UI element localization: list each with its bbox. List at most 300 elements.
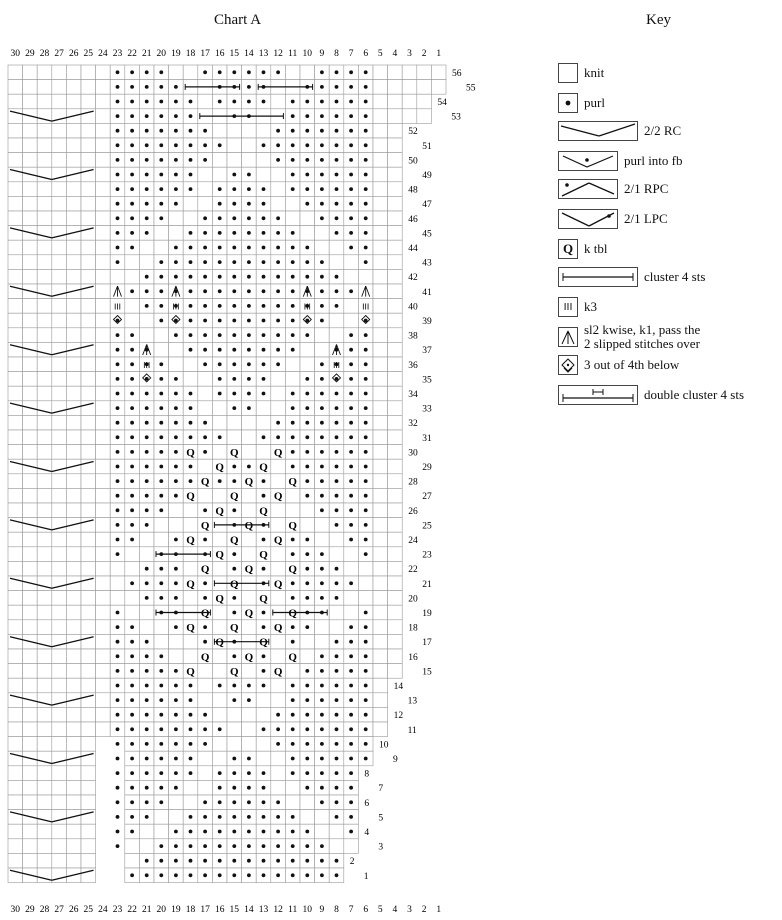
row-number: 10 bbox=[379, 740, 389, 751]
purl-mark bbox=[291, 304, 295, 308]
purl-mark bbox=[335, 421, 339, 425]
chart-cell bbox=[198, 401, 213, 416]
purl-mark bbox=[232, 333, 236, 337]
chart-cell bbox=[373, 123, 388, 138]
purl-mark bbox=[159, 771, 163, 775]
chart-cell bbox=[388, 634, 403, 649]
chart-cell bbox=[388, 313, 403, 328]
chart-cell bbox=[81, 386, 96, 401]
chart-cell bbox=[96, 138, 111, 153]
chart-cell bbox=[81, 430, 96, 445]
purl-mark bbox=[349, 508, 353, 512]
row-number: 29 bbox=[422, 463, 432, 473]
chart-cell bbox=[8, 313, 23, 328]
purl-mark bbox=[218, 216, 222, 220]
purl-mark bbox=[218, 859, 222, 863]
purl-mark bbox=[305, 158, 309, 162]
purl-mark bbox=[203, 275, 207, 279]
chart-cell bbox=[373, 138, 388, 153]
purl-mark bbox=[218, 231, 222, 235]
purl-mark bbox=[116, 246, 120, 250]
purl-mark bbox=[276, 70, 280, 74]
purl-mark bbox=[276, 143, 280, 147]
purl-mark bbox=[335, 465, 339, 469]
chart-cell bbox=[388, 372, 403, 387]
purl-mark bbox=[262, 786, 266, 790]
purl-mark bbox=[232, 100, 236, 104]
chart-title: Chart A bbox=[214, 12, 262, 28]
purl-mark bbox=[364, 348, 368, 352]
chart-cell bbox=[373, 211, 388, 226]
purl-mark bbox=[145, 465, 149, 469]
purl-mark bbox=[145, 406, 149, 410]
chart-cell bbox=[154, 518, 169, 533]
chart-cell bbox=[37, 664, 52, 679]
chart-cell bbox=[212, 561, 227, 576]
chart-cell bbox=[23, 839, 38, 854]
purl-mark bbox=[232, 771, 236, 775]
chart-cell bbox=[23, 372, 38, 387]
purl-mark bbox=[159, 873, 163, 877]
purl-mark bbox=[159, 143, 163, 147]
purl-mark bbox=[189, 304, 193, 308]
purl-mark bbox=[364, 377, 368, 381]
chart-cell bbox=[198, 693, 213, 708]
chart-cell bbox=[212, 123, 227, 138]
purl-mark bbox=[335, 596, 339, 600]
column-number-top: 1 bbox=[436, 49, 442, 59]
column-number-top: 25 bbox=[83, 49, 94, 59]
purl-mark bbox=[262, 143, 266, 147]
purl-mark bbox=[159, 713, 163, 717]
chart-cell bbox=[388, 415, 403, 430]
row-number: 28 bbox=[408, 477, 418, 488]
chart-cell bbox=[242, 591, 257, 606]
purl-mark bbox=[247, 70, 251, 74]
chart-cell bbox=[388, 459, 403, 474]
purl-mark bbox=[291, 596, 295, 600]
purl-mark bbox=[364, 552, 368, 556]
chart-cell bbox=[37, 240, 52, 255]
row-number: 8 bbox=[364, 769, 370, 780]
purl-mark bbox=[262, 362, 266, 366]
purl-mark bbox=[189, 406, 193, 410]
purl-mark bbox=[218, 187, 222, 191]
chart-cell bbox=[300, 342, 315, 357]
purl-mark bbox=[291, 333, 295, 337]
chart-cell bbox=[52, 357, 67, 372]
k-tbl-mark: Q bbox=[244, 519, 254, 532]
chart-cell bbox=[388, 328, 403, 343]
purl-mark bbox=[364, 392, 368, 396]
row-number: 50 bbox=[408, 156, 418, 167]
purl-mark bbox=[174, 844, 178, 848]
purl-mark bbox=[335, 187, 339, 191]
purl-mark bbox=[116, 377, 120, 381]
purl-mark bbox=[116, 479, 120, 483]
purl-mark bbox=[116, 70, 120, 74]
purl-mark bbox=[276, 742, 280, 746]
chart-cell bbox=[388, 664, 403, 679]
k-tbl-mark: Q bbox=[273, 578, 283, 591]
purl-mark bbox=[364, 698, 368, 702]
purl-mark bbox=[291, 231, 295, 235]
chart-cell bbox=[212, 649, 227, 664]
chart-cell bbox=[81, 605, 96, 620]
purl-mark bbox=[189, 859, 193, 863]
purl-mark bbox=[189, 684, 193, 688]
chart-cell bbox=[125, 547, 140, 562]
purl-mark bbox=[364, 70, 368, 74]
chart-cell bbox=[315, 620, 330, 635]
purl-mark bbox=[218, 684, 222, 688]
chart-cell bbox=[37, 430, 52, 445]
purl-mark bbox=[335, 216, 339, 220]
chart-cell bbox=[198, 94, 213, 109]
purl-mark bbox=[130, 143, 134, 147]
purl-mark bbox=[203, 70, 207, 74]
purl-mark bbox=[276, 873, 280, 877]
purl-mark bbox=[305, 100, 309, 104]
purl-mark bbox=[159, 508, 163, 512]
chart-cell bbox=[198, 751, 213, 766]
purl-mark bbox=[262, 319, 266, 323]
purl-mark bbox=[174, 85, 178, 89]
chart-cell bbox=[125, 255, 140, 270]
purl-mark bbox=[174, 494, 178, 498]
chart-cell bbox=[81, 269, 96, 284]
purl-mark bbox=[276, 727, 280, 731]
chart-cell bbox=[373, 94, 388, 109]
chart-cell bbox=[52, 445, 67, 460]
purl-mark bbox=[291, 465, 295, 469]
purl-mark bbox=[145, 523, 149, 527]
purl-mark bbox=[174, 377, 178, 381]
chart-cell bbox=[344, 313, 359, 328]
purl-mark bbox=[305, 742, 309, 746]
k-tbl-mark: Q bbox=[186, 665, 195, 678]
chart-cell bbox=[37, 561, 52, 576]
row-number: 13 bbox=[407, 696, 418, 707]
purl-mark bbox=[247, 844, 251, 848]
chart-cell bbox=[8, 94, 23, 109]
purl-mark bbox=[247, 319, 251, 323]
row-number: 42 bbox=[408, 273, 418, 284]
chart-cell bbox=[8, 196, 23, 211]
chart-cell bbox=[52, 430, 67, 445]
k-tbl-mark: Q bbox=[244, 476, 254, 489]
chart-cell bbox=[37, 707, 52, 722]
purl-mark bbox=[305, 435, 309, 439]
chart-cell bbox=[300, 357, 315, 372]
purl-mark bbox=[203, 844, 207, 848]
purl-mark bbox=[291, 859, 295, 863]
purl-mark bbox=[291, 684, 295, 688]
k-tbl-mark: Q bbox=[288, 476, 297, 489]
purl-mark bbox=[145, 757, 149, 761]
cluster-icon bbox=[558, 267, 638, 287]
purl-mark bbox=[189, 143, 193, 147]
chart-cell bbox=[23, 94, 38, 109]
chart-cell bbox=[8, 138, 23, 153]
purl-mark bbox=[116, 684, 120, 688]
chart-cell bbox=[139, 547, 154, 562]
chart-cell bbox=[125, 591, 140, 606]
chart-cell bbox=[373, 503, 388, 518]
purl-mark bbox=[130, 684, 134, 688]
purl-mark bbox=[174, 158, 178, 162]
k-tbl-mark: Q bbox=[259, 592, 268, 605]
purl-mark bbox=[189, 713, 193, 717]
chart-cell bbox=[388, 357, 403, 372]
purl-mark bbox=[364, 450, 368, 454]
chart-cell bbox=[66, 766, 81, 781]
row-number: 44 bbox=[408, 244, 418, 254]
purl-mark bbox=[130, 173, 134, 177]
purl-mark bbox=[203, 830, 207, 834]
purl-mark bbox=[305, 202, 309, 206]
key-item-sl2 bbox=[558, 322, 700, 352]
chart-cell bbox=[8, 269, 23, 284]
chart-cell bbox=[388, 182, 403, 197]
chart-cell bbox=[96, 634, 111, 649]
purl-mark bbox=[276, 859, 280, 863]
purl-mark bbox=[203, 873, 207, 877]
chart-cell bbox=[52, 664, 67, 679]
chart-cell bbox=[300, 211, 315, 226]
chart-cell bbox=[242, 664, 257, 679]
chart-cell bbox=[37, 532, 52, 547]
purl-mark bbox=[145, 450, 149, 454]
purl-mark bbox=[189, 114, 193, 118]
purl-mark bbox=[116, 465, 120, 469]
purl-mark bbox=[335, 669, 339, 673]
chart-cell bbox=[198, 488, 213, 503]
chart-cell bbox=[37, 780, 52, 795]
purl-mark bbox=[291, 187, 295, 191]
purl-mark bbox=[145, 654, 149, 658]
k-tbl-mark: Q bbox=[273, 490, 283, 503]
chart-cell bbox=[81, 123, 96, 138]
chart-cell bbox=[52, 532, 67, 547]
chart-cell bbox=[256, 401, 271, 416]
purl-mark bbox=[247, 304, 251, 308]
purl-mark bbox=[247, 246, 251, 250]
chart-cell bbox=[52, 737, 67, 752]
chart-cell bbox=[8, 532, 23, 547]
k-tbl-mark: Q bbox=[186, 622, 195, 635]
purl-mark bbox=[189, 727, 193, 731]
column-number-bottom: 17 bbox=[200, 905, 210, 915]
row-number: 21 bbox=[422, 579, 432, 590]
purl-mark bbox=[247, 406, 251, 410]
purl-mark bbox=[218, 392, 222, 396]
chart-cell bbox=[52, 707, 67, 722]
purl-mark bbox=[335, 742, 339, 746]
row-number: 15 bbox=[422, 667, 432, 678]
chart-cell bbox=[271, 503, 286, 518]
purl-mark bbox=[349, 479, 353, 483]
purl-mark bbox=[291, 260, 295, 264]
purl-mark bbox=[305, 786, 309, 790]
chart-cell bbox=[81, 664, 96, 679]
chart-cell bbox=[81, 795, 96, 810]
chart-cell bbox=[344, 561, 359, 576]
chart-cell bbox=[139, 839, 154, 854]
purl-mark bbox=[364, 727, 368, 731]
purl-mark bbox=[218, 143, 222, 147]
purl-mark bbox=[276, 275, 280, 279]
chart-cell bbox=[23, 182, 38, 197]
purl-mark bbox=[305, 377, 309, 381]
purl-mark bbox=[145, 698, 149, 702]
chart-cell bbox=[8, 664, 23, 679]
chart-cell bbox=[198, 780, 213, 795]
chart-cell bbox=[373, 269, 388, 284]
chart-cell bbox=[183, 503, 198, 518]
chart-cell bbox=[52, 620, 67, 635]
chart-cell bbox=[373, 722, 388, 737]
purl-mark bbox=[174, 596, 178, 600]
chart-cell bbox=[373, 591, 388, 606]
chart-cell bbox=[37, 123, 52, 138]
chart-cell bbox=[271, 693, 286, 708]
purl-mark bbox=[320, 187, 324, 191]
purl-mark bbox=[159, 859, 163, 863]
purl-mark bbox=[335, 654, 339, 658]
purl-mark bbox=[247, 786, 251, 790]
chart-cell bbox=[8, 415, 23, 430]
purl-mark bbox=[159, 465, 163, 469]
purl-mark bbox=[159, 377, 163, 381]
chart-cell bbox=[227, 153, 242, 168]
purl-mark bbox=[320, 552, 324, 556]
column-number-top: 24 bbox=[98, 49, 108, 59]
purl-mark bbox=[145, 596, 149, 600]
column-number-top: 14 bbox=[244, 49, 254, 59]
k-tbl-mark: Q bbox=[273, 534, 283, 547]
purl-mark bbox=[335, 771, 339, 775]
chart-cell bbox=[23, 299, 38, 314]
chart-cell bbox=[110, 561, 125, 576]
purl-mark bbox=[262, 246, 266, 250]
purl-mark bbox=[232, 304, 236, 308]
purl-mark bbox=[349, 216, 353, 220]
chart-cell bbox=[139, 620, 154, 635]
key-label-cluster: cluster 4 sts bbox=[644, 269, 706, 284]
purl-mark bbox=[262, 800, 266, 804]
chart-cell bbox=[81, 94, 96, 109]
chart-cell bbox=[154, 620, 169, 635]
chart-cell bbox=[388, 255, 403, 270]
chart-cell bbox=[37, 737, 52, 752]
purl-mark bbox=[320, 158, 324, 162]
chart-cell bbox=[227, 737, 242, 752]
chart-cell bbox=[96, 649, 111, 664]
chart-cell bbox=[271, 678, 286, 693]
k3-mark: III bbox=[303, 302, 311, 312]
purl-mark bbox=[174, 465, 178, 469]
purl-mark bbox=[320, 727, 324, 731]
column-number-top: 7 bbox=[348, 49, 354, 59]
purl-mark bbox=[349, 698, 353, 702]
column-number-top: 3 bbox=[407, 49, 412, 59]
row-number: 9 bbox=[393, 755, 398, 765]
purl-mark bbox=[130, 231, 134, 235]
column-number-bottom: 20 bbox=[156, 905, 167, 915]
chart-cell bbox=[373, 693, 388, 708]
chart-cell bbox=[52, 123, 67, 138]
purl-mark bbox=[335, 698, 339, 702]
chart-cell bbox=[373, 240, 388, 255]
chart-cell bbox=[315, 810, 330, 825]
purl-mark bbox=[174, 684, 178, 688]
chart-cell bbox=[388, 547, 403, 562]
purl-mark bbox=[335, 289, 339, 293]
chart-cell bbox=[198, 459, 213, 474]
purl-mark bbox=[247, 757, 251, 761]
purl-mark bbox=[262, 348, 266, 352]
purl-mark bbox=[116, 757, 120, 761]
chart-cell bbox=[300, 795, 315, 810]
chart-cell bbox=[52, 474, 67, 489]
row-number: 35 bbox=[422, 375, 432, 386]
purl-mark bbox=[130, 757, 134, 761]
purl-mark bbox=[335, 479, 339, 483]
purl-mark bbox=[159, 581, 163, 585]
purl-mark bbox=[291, 158, 295, 162]
chart-cell bbox=[52, 795, 67, 810]
purl-mark bbox=[174, 873, 178, 877]
chart-cell bbox=[23, 605, 38, 620]
column-number-bottom: 23 bbox=[112, 905, 123, 915]
purl-mark bbox=[116, 143, 120, 147]
purl-mark bbox=[276, 333, 280, 337]
purl-mark bbox=[320, 581, 324, 585]
chart-cell bbox=[169, 634, 184, 649]
purl-mark bbox=[276, 421, 280, 425]
purl-mark bbox=[364, 202, 368, 206]
purl-mark bbox=[174, 450, 178, 454]
purl-mark bbox=[349, 246, 353, 250]
purl-mark bbox=[335, 275, 339, 279]
chart-cell bbox=[256, 123, 271, 138]
purl-mark bbox=[189, 465, 193, 469]
purl-mark bbox=[232, 362, 236, 366]
purl-mark bbox=[262, 275, 266, 279]
chart-cell bbox=[8, 839, 23, 854]
purl-mark bbox=[174, 771, 178, 775]
column-number-top: 21 bbox=[141, 49, 152, 59]
chart-cell bbox=[154, 824, 169, 839]
purl-mark bbox=[320, 654, 324, 658]
chart-cell bbox=[96, 518, 111, 533]
purl-mark bbox=[130, 873, 134, 877]
purl-mark bbox=[116, 158, 120, 162]
purl-mark bbox=[320, 786, 324, 790]
chart-cell bbox=[388, 153, 403, 168]
chart-cell bbox=[417, 80, 432, 95]
chart-cell bbox=[256, 693, 271, 708]
chart-cell bbox=[198, 167, 213, 182]
purl-mark bbox=[159, 757, 163, 761]
chart-cell bbox=[52, 839, 67, 854]
purl-mark bbox=[203, 727, 207, 731]
chart-cell bbox=[37, 269, 52, 284]
chart-cell bbox=[37, 196, 52, 211]
purl-mark bbox=[320, 800, 324, 804]
purl-mark bbox=[145, 771, 149, 775]
